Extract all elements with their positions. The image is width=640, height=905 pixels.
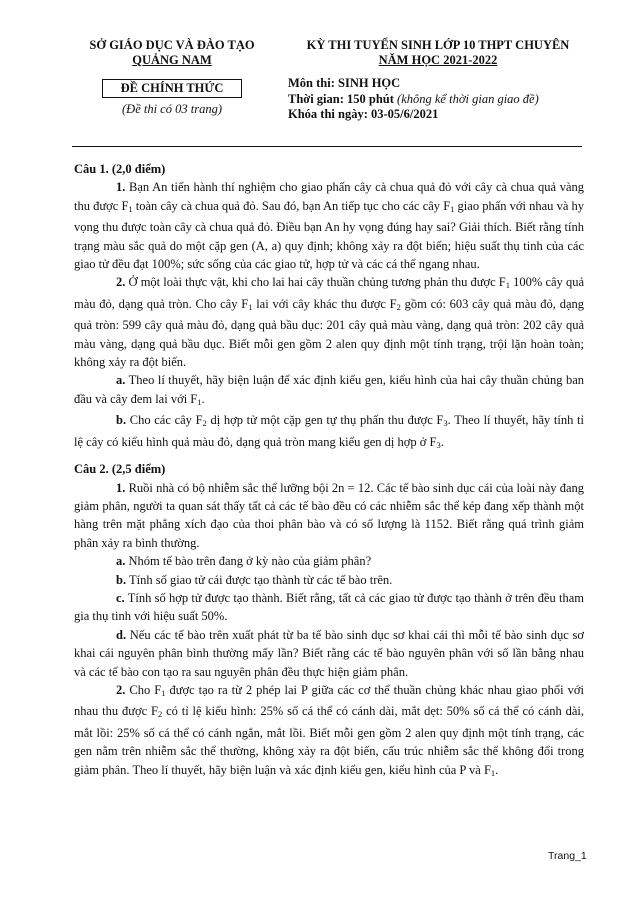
question-1-part-1: 1. Bạn An tiến hành thí nghiệm cho giao phấn cây cà chua quả đỏ với cây cà chua quả vàng thu được $F_1$ toàn cây cà chua quả đỏ. Sau đó, bạn An tiếp tục cho các cây $F_1$ giao phấn với nhau và hy vọng thu được toàn cây cà chua quả đỏ. Điều bạn An hy vọng đúng hay sai? Giải thích. Biết rằng tính trạng màu sắc quả do một cặp gen (A, a) quy định; không xảy ra đột biến; hiệu suất thụ tinh của các giao tử đều đạt 100%; sức sống của các giao tử, hợp tử và các cá thể ngang nhau. bbox=[74, 180, 585, 272]
exam-duration-note: (không kể thời gian giao đề) bbox=[397, 91, 539, 106]
question-2-title: Câu 2. (2,5 điểm) bbox=[74, 462, 166, 477]
department-name: SỞ GIÁO DỤC VÀ ĐÀO TẠO bbox=[89, 38, 255, 52]
header-right bbox=[268, 38, 608, 123]
exam-content bbox=[74, 156, 584, 782]
exam-title: KỲ THI TUYỂN SINH LỚP 10 THPT CHUYÊN bbox=[306, 38, 570, 52]
question-2-part-1b: b. Tính số giao tử cái được tạo thành từ các tế bào trên. bbox=[116, 572, 393, 587]
header-divider bbox=[72, 146, 582, 147]
question-1-part-2a: a. Theo lí thuyết, hãy biện luận để xác định kiểu gen, kiểu hình của hai cây thuần chủng ban đầu và cây đem lai với $F_1$. bbox=[74, 373, 584, 407]
question-2-part-1: 1. Ruồi nhà có bộ nhiễm sắc thể lưỡng bội 2n = 12. Các tế bào sinh dục cái của loài này đang giảm phân, người ta quan sát thấy tất cả các tế bào đều có các nhiễm sắc thể kép đang xếp thành một hàng trên mặt phẳng xích đạo của thoi phân bào và có số lượng là 1152. Biết rằng quá trình giảm phân xảy ra bình thường. bbox=[74, 480, 584, 550]
sub-label: c. bbox=[116, 590, 125, 605]
question-2-part-1a: a. Nhóm tế bào trên đang ở kỳ nào của giảm phân? bbox=[116, 554, 372, 569]
part-number: 1. bbox=[116, 480, 126, 495]
sub-label: a. bbox=[116, 373, 126, 388]
official-exam-box: ĐỀ CHÍNH THỨC bbox=[102, 79, 242, 98]
question-2-part-1d: d. Nếu các tế bào trên xuất phát từ ba tế bào sinh dục sơ khai cái thì mỗi tế bào sinh dục sơ khai cái nguyên phân bình thường mấy lần? Biết rằng các tế bào nguyên phân với số lần bằng nhau và các tế bào con tạo ra sau nguyên phân đều thực hiện giảm phân. bbox=[74, 627, 584, 679]
exam-duration: Thời gian: 150 phút bbox=[288, 91, 394, 106]
question-2-part-2: 2. Cho $F_1$ được tạo ra từ 2 phép lai P giữa các cơ thể thuần chủng khác nhau giao phối với nhau thu được $F_2$ có tỉ lệ kiểu hình: 25% số cá thể có cánh dài, mắt dẹt: 50% số cá thể có cánh dài, mắt lồi: 25% số cá thể có cánh ngắn, mắt lồi. Biết mỗi gen gồm 2 alen quy định một tính trạng, các gen nằm trên nhiễm sắc thể thường, không xảy ra đột biến, cấu trúc nhiễm sắc thể không đổi trong giảm phân. Theo lí thuyết, hãy biện luận và xác định kiểu gen, kiểu hình của P và $F_1$. bbox=[74, 682, 584, 778]
part-number: 2. bbox=[116, 682, 126, 697]
exam-date: Khóa thi ngày: 03-05/6/2021 bbox=[288, 107, 439, 121]
exam-meta bbox=[288, 76, 608, 123]
exam-duration-line bbox=[288, 92, 608, 108]
province-name: QUẢNG NAM bbox=[132, 53, 212, 67]
sub-label: b. bbox=[116, 413, 127, 428]
sub-label: b. bbox=[116, 572, 127, 587]
question-1-part-2b: b. Cho các cây $F_2$ dị hợp tử một cặp gen tự thụ phấn thu được $F_3$. Theo lí thuyết, hãy tính tỉ lệ cây có kiểu hình quả màu đỏ, dạng quả tròn mang kiểu gen dị hợp ở $F_3$. bbox=[74, 413, 584, 450]
part-number: 1. bbox=[116, 180, 126, 195]
exam-subject: Môn thi: SINH HỌC bbox=[288, 76, 401, 90]
school-year: NĂM HỌC 2021-2022 bbox=[378, 53, 498, 67]
part-number: 2. bbox=[116, 275, 126, 290]
sub-label: d. bbox=[116, 627, 127, 642]
question-1-part-2: 2. Ở một loài thực vật, khi cho lai hai cây thuần chủng tương phản thu được $F_1$ 100% cây quả màu đỏ, dạng quả tròn. Cho cây $F_1$ lai với cây khác thu được $F_2$ gồm có: 603 cây quả màu đỏ, dạng quả tròn: 599 cây quả màu đỏ, dạng quả bầu dục: 201 cây quả màu vàng, dạng quả tròn: 202 cây quả màu vàng, dạng quả bầu dục. Biết mỗi gen gồm 2 alen quy định một tính trạng, trội lặn hoàn toàn; không xảy ra đột biến. bbox=[74, 275, 584, 370]
sub-label: a. bbox=[116, 554, 126, 569]
question-1-title: Câu 1. (2,0 điểm) bbox=[74, 162, 166, 176]
header-left bbox=[74, 38, 270, 117]
page-count-note: (Đề thi có 03 trang) bbox=[122, 102, 222, 116]
page-number: Trang_1 bbox=[548, 850, 587, 862]
question-2-part-1c: c. Tính số hợp tử được tạo thành. Biết rằng, tất cả các giao tử được tạo thành ở trên đều tham gia thụ tinh với hiệu suất 50%. bbox=[74, 590, 584, 624]
